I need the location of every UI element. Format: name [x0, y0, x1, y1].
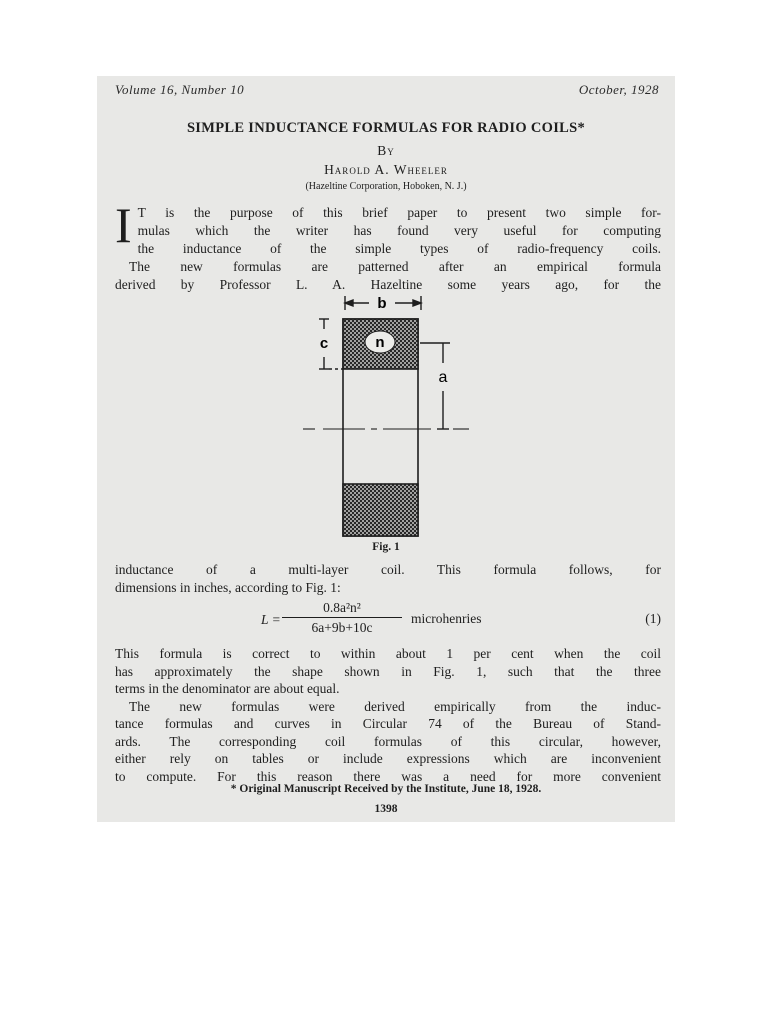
- equation-fraction: [282, 600, 402, 636]
- issue-date: October, 1928: [578, 82, 659, 97]
- equation-denominator: 6a+9b+10c: [311, 620, 373, 635]
- inductance-equation: [115, 600, 661, 640]
- figure-caption: Fig. 1: [372, 541, 400, 553]
- page-number: 1398: [374, 803, 398, 815]
- equation-lhs: L =: [261, 612, 281, 627]
- author-affiliation: (Hazeltine Corporation, Hoboken, N. J.): [305, 181, 467, 192]
- dimension-c-label: c: [319, 335, 329, 352]
- paper-page: [97, 76, 675, 822]
- equation-unit: microhenries: [411, 611, 482, 626]
- author-name: Harold A. Wheeler: [324, 162, 448, 177]
- body-line: terms in the denominator are about equal.: [115, 681, 340, 696]
- body-line: inductance of a multi-layer coil. This formula follows, for: [115, 562, 661, 577]
- body-paragraphs: [115, 645, 661, 785]
- body-line: This formula is correct to within about 1 per cent when the coil: [115, 646, 661, 661]
- body-line: ards. The corresponding coil formulas of this circular, however,: [115, 733, 661, 749]
- body-line: dimensions in inches, according to Fig. 1:: [115, 580, 341, 595]
- intro-line: T is the purpose of this brief paper to present two simple for-: [137, 205, 661, 220]
- intro-line: derived by Professor L. A. Hazeltine some years ago, for the: [115, 277, 661, 292]
- body-line: either rely on tables or include expressions which are inconvenient: [115, 751, 661, 766]
- body-line: has approximately the shape shown in Fig. 1, such that the three: [115, 663, 661, 679]
- dimension-b-label: b: [377, 295, 387, 312]
- footnote: * Original Manuscript Received by the Institute, June 18, 1928.: [230, 783, 542, 795]
- body-line: tance formulas and curves in Circular 74 of the Bureau of Stand-: [115, 716, 661, 731]
- body-line: to compute. For this reason there was a need for more convenient: [115, 768, 661, 784]
- byline: By: [377, 143, 395, 158]
- body-line: The new formulas were derived empirically from the induc-: [129, 698, 661, 714]
- running-header: [115, 82, 659, 98]
- figure-followup-text: [115, 561, 661, 597]
- drop-cap: I: [115, 197, 132, 253]
- turns-label: n: [375, 334, 385, 351]
- intro-line: the inductance of the simple types of radio-frequency coils.: [137, 241, 661, 256]
- equation-number: (1): [645, 611, 661, 626]
- intro-line: mulas which the writer has found very useful for computing: [137, 223, 661, 238]
- dimension-a: [420, 343, 450, 429]
- coil-figure: [303, 291, 473, 561]
- volume-label: Volume 16, Number 10: [115, 82, 245, 97]
- dimension-a-label: a: [438, 369, 448, 386]
- bottom-winding: [343, 484, 418, 536]
- intro-paragraph: [115, 197, 661, 294]
- intro-line: The new formulas are patterned after an empirical formula: [129, 259, 661, 274]
- paper-title: SIMPLE INDUCTANCE FORMULAS FOR RADIO COILS*: [186, 120, 586, 136]
- equation-numerator: 0.8a²n²: [282, 600, 402, 618]
